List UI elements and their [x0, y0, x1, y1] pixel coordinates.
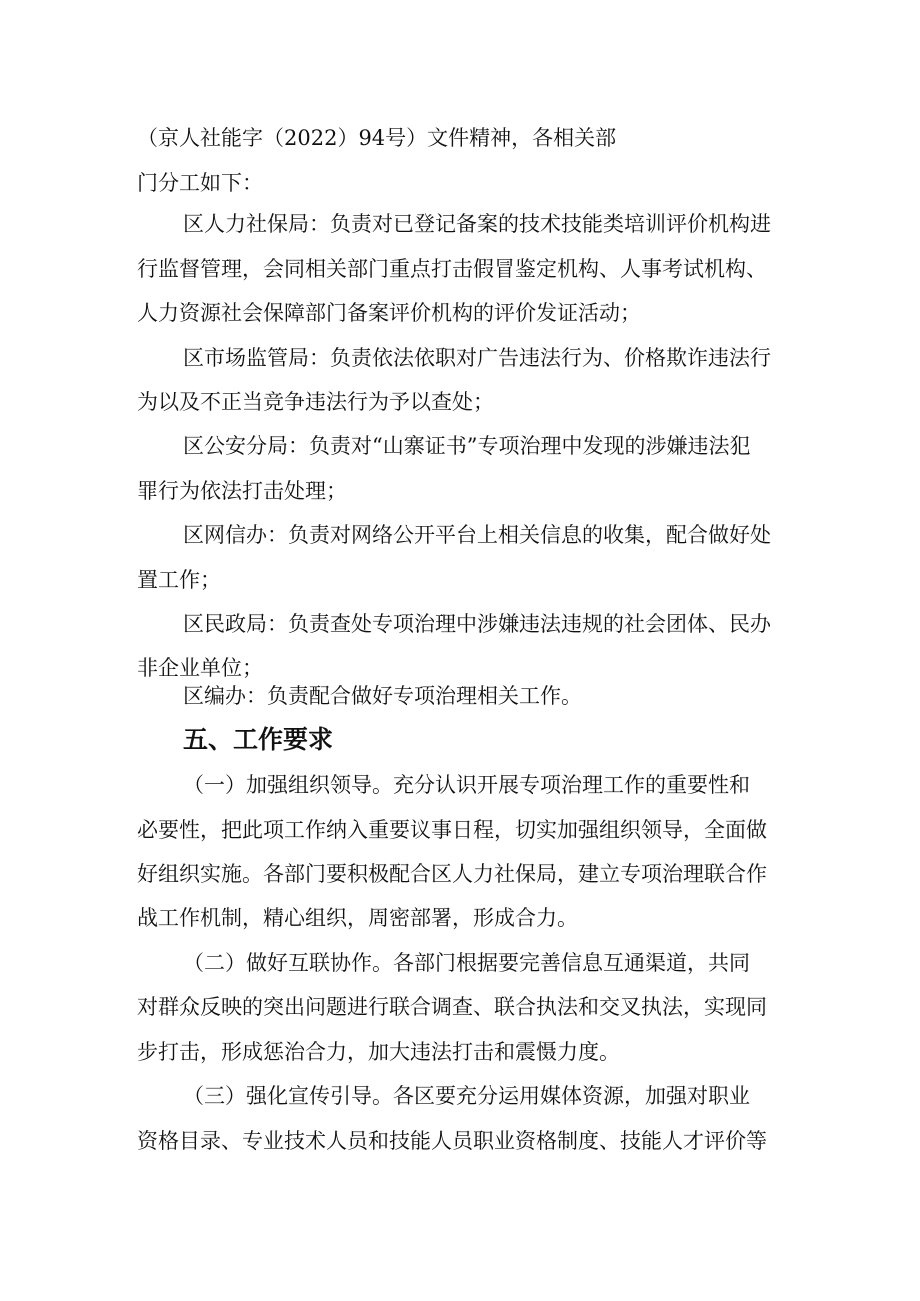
text-line: （三）强化宣传引导。各区要充分运用媒体资源，加强对职业 — [183, 1084, 750, 1108]
text-line: 区公安分局：负责对“山寨证书”专项治理中发现的涉嫌违法犯 — [183, 434, 751, 458]
text-line: （一）加强组织领导。充分认识开展专项治理工作的重要性和 — [183, 773, 750, 797]
text-line: 置工作； — [137, 568, 221, 592]
text-line: 罪行为依法打击处理； — [137, 479, 347, 503]
text-line: 区人力社保局：负责对已登记备案的技术技能类培训评价机构进 — [183, 212, 771, 236]
text-line: （二）做好互联协作。各部门根据要完善信息互通渠道，共同 — [183, 951, 750, 975]
text-line: 必要性，把此项工作纳入重要议事日程，切实加强组织领导，全面做 — [137, 818, 767, 842]
text-line: 非企业单位； — [137, 656, 263, 680]
text-line: 行监督管理，会同相关部门重点打击假冒鉴定机构、人事考试机构、 — [137, 257, 767, 281]
text-line: 人力资源社会保障部门备案评价机构的评价发证活动； — [137, 301, 641, 325]
text-line: 门分工如下： — [137, 171, 263, 195]
text-line: 资格目录、专业技术人员和技能人员职业资格制度、技能人才评价等 — [137, 1129, 767, 1153]
section-heading: 五、工作要求 — [183, 725, 334, 754]
text-line: 步打击，形成惩治合力，加大违法打击和震慑力度。 — [137, 1040, 620, 1064]
text-line: 区市场监管局：负责依法依职对广告违法行为、价格欺诈违法行 — [183, 346, 771, 370]
text-line: 好组织实施。各部门要积极配合区人力社保局，建立专项治理联合作 — [137, 862, 767, 886]
text-line: 区网信办：负责对网络公开平台上相关信息的收集，配合做好处 — [183, 523, 771, 547]
text-line: 区民政局：负责查处专项治理中涉嫌违法违规的社会团体、民办 — [183, 612, 771, 636]
text-line: 区编办：负责配合做好专项治理相关工作。 — [183, 684, 582, 708]
text-line: （京人社能字（2022）94号）文件精神，各相关部 — [137, 126, 617, 150]
text-line: 对群众反映的突出问题进行联合调查、联合执法和交叉执法，实现同 — [137, 995, 767, 1019]
text-line: 为以及不正当竞争违法行为予以查处； — [137, 390, 494, 414]
text-line: 战工作机制，精心组织，周密部署，形成合力。 — [137, 906, 578, 930]
